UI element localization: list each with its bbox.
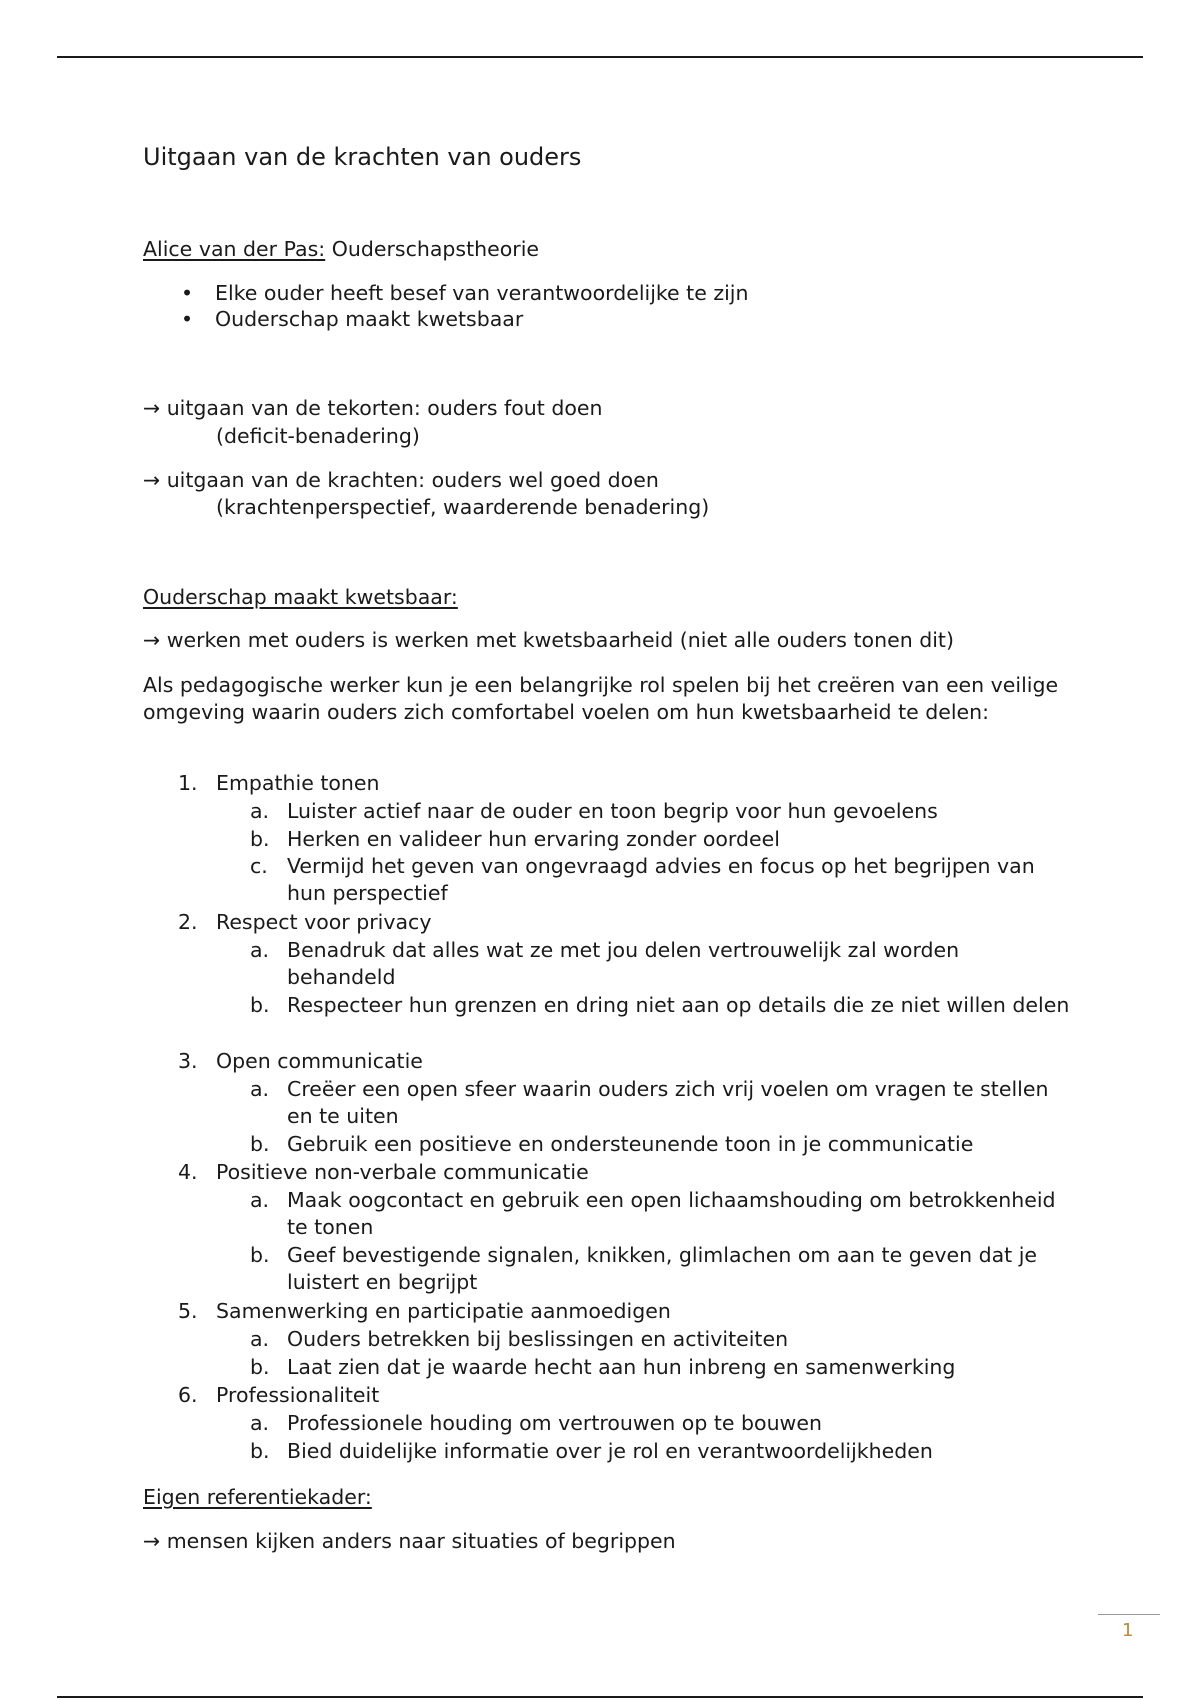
vulnerability-intro: Als pedagogische werker kun je een belangrijke rol spelen bij het creëren van een veilige omgeving waarin ouders zich comfortabel voelen om hun kwetsbaarheid te delen: xyxy=(143,673,1059,724)
numbered-item: 3. Open communicatie xyxy=(178,1049,423,1073)
author-name: Alice van der Pas: xyxy=(143,237,326,261)
sub-item: b. Herken en valideer hun ervaring zonder oordeel xyxy=(250,827,780,851)
sub-item: a. Professionele houding om vertrouwen op te bouwen xyxy=(250,1411,822,1435)
sub-item: b. Bied duidelijke informatie over je rol en verantwoordelijkheden xyxy=(250,1439,933,1463)
bullet-icon: • xyxy=(181,307,194,331)
sub-item: b. Geef bevestigende signalen, knikken, glimlachen om aan te geven dat je luistert en begrijpt xyxy=(250,1243,1038,1294)
bullet-icon: • xyxy=(181,281,194,305)
strength-approach-note: (krachtenperspectief, waarderende benadering) xyxy=(216,495,710,519)
sub-item: a. Benadruk dat alles wat ze met jou delen vertrouwelijk zal worden behandeld xyxy=(250,938,960,989)
reference-frame-arrow: → mensen kijken anders naar situaties of begrippen xyxy=(143,1529,676,1553)
page-title: Uitgaan van de krachten van ouders xyxy=(143,143,582,171)
theory-heading xyxy=(143,236,539,263)
numbered-item: 5. Samenwerking en participatie aanmoedigen xyxy=(178,1299,671,1323)
theory-topic: Ouderschapstheorie xyxy=(325,237,540,261)
numbered-item: 2. Respect voor privacy xyxy=(178,910,432,934)
deficit-approach-note: (deficit-benadering) xyxy=(216,424,420,448)
sub-item: a. Luister actief naar de ouder en toon begrip voor hun gevoelens xyxy=(250,799,938,823)
deficit-approach-line: → uitgaan van de tekorten: ouders fout doen xyxy=(143,396,603,420)
reference-frame-heading: Eigen referentiekader: xyxy=(143,1485,372,1509)
header-rule xyxy=(57,56,1143,58)
sub-item: b. Laat zien dat je waarde hecht aan hun inbreng en samenwerking xyxy=(250,1355,956,1379)
numbered-item: 1. Empathie tonen xyxy=(178,771,380,795)
page-number: 1 xyxy=(1122,1620,1134,1641)
sub-item: a. Maak oogcontact en gebruik een open lichaamshouding om betrokkenheid te tonen xyxy=(250,1188,1056,1239)
vulnerability-arrow: → werken met ouders is werken met kwetsbaarheid (niet alle ouders tonen dit) xyxy=(143,628,954,652)
footer-rule xyxy=(57,1696,1143,1698)
sub-item: b. Gebruik een positieve en ondersteunende toon in je communicatie xyxy=(250,1132,974,1156)
sub-item: c. Vermijd het geven van ongevraagd advies en focus op het begrijpen van hun perspectief xyxy=(250,854,1035,905)
sub-item: a. Ouders betrekken bij beslissingen en activiteiten xyxy=(250,1327,789,1351)
sub-item: b. Respecteer hun grenzen en dring niet aan op details die ze niet willen delen xyxy=(250,993,1070,1017)
page-number-rule xyxy=(1098,1614,1160,1615)
list-item: • Ouderschap maakt kwetsbaar xyxy=(181,307,524,331)
vulnerability-heading: Ouderschap maakt kwetsbaar: xyxy=(143,585,458,609)
numbered-item: 4. Positieve non-verbale communicatie xyxy=(178,1160,589,1184)
numbered-item: 6. Professionaliteit xyxy=(178,1383,380,1407)
strength-approach-line: → uitgaan van de krachten: ouders wel goed doen xyxy=(143,468,659,492)
list-item: • Elke ouder heeft besef van verantwoordelijke te zijn xyxy=(181,281,749,305)
sub-item: a. Creëer een open sfeer waarin ouders zich vrij voelen om vragen te stellen en te uiten xyxy=(250,1077,1049,1128)
